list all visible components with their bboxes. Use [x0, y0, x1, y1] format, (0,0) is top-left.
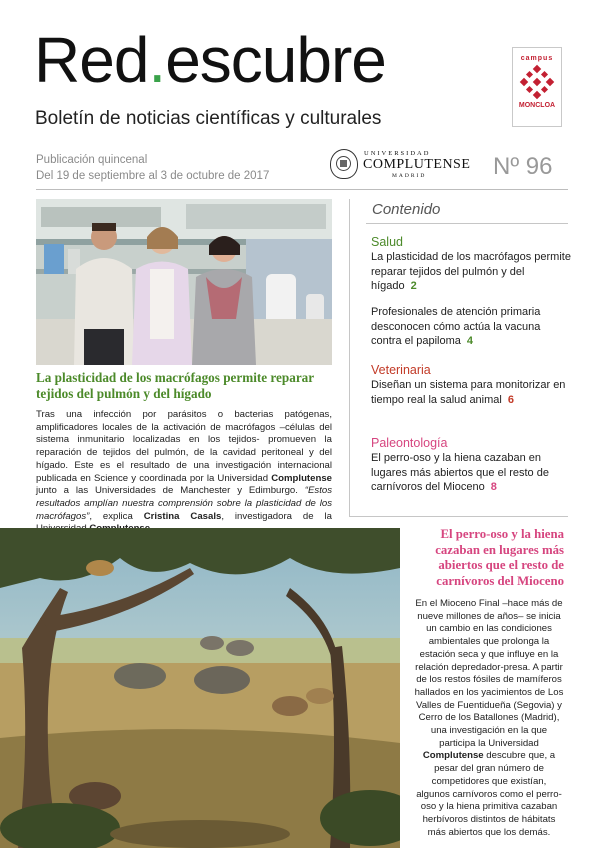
article2-title[interactable]: El perro-oso y la hiena cazaban en lugares más abiertos que el resto de carnívoros del Mioceno [435, 527, 564, 588]
contents-vertical-divider [349, 199, 350, 516]
ucm-line1: UNIVERSIDAD [364, 150, 431, 157]
page-number: 4 [466, 335, 474, 348]
contents-item[interactable]: Profesionales de atención primaria desconocen cómo actúa la vacuna contra el papiloma 4 [371, 306, 541, 348]
section-paleontologia: Paleontología [371, 436, 448, 450]
publication-dates: Del 19 de septiembre al 3 de octubre de 2017 [36, 170, 270, 182]
miocene-illustration [0, 528, 400, 848]
title-dot: . [148, 24, 166, 96]
newsletter-title: Red.escubre [34, 24, 386, 96]
contents-heading-divider [366, 223, 568, 224]
campus-moncloa-logo [512, 47, 562, 127]
publication-frequency: Publicación quincenal [36, 154, 148, 166]
article2-body: En el Mioceno Final –hace más de nueve millones de años– se inicia un cambio en las condiciones ambientales que prolonga la estación seca y que influye en la relación depredador-presa. A partir de los restos fósiles de mamíferos hallados en los yacimientos de Los Valles de Fuentidueña (Segovia) y Cerro de los Batallones (Madrid), una investigación en la que participa la Universidad Complutense descubre que, a pesar del gran número de competidores que existían, algunos carnívoros como el perro-oso y la hiena primitiva cazaban herbívoros distintos de hábitats más abiertos que los demás. [414, 598, 564, 838]
issue-number: Nº 96 [493, 153, 553, 180]
article1-body: Tras una infección por parásitos o bacterias patógenas, amplificadores locales de la activación de macrófagos –células del sistema inmunitario localizadas en los tejidos- promueven la reparación de tejidos del pulmón, de la cavidad peritoneal y del hígado. Este es el resultado de una investigación internacional publicada en Science y coordinada por la Universidad Complutense junto a las Universidades de Manchester y Edimburgo. “Estos resultados amplían nuestra comprensión sobre la plasticidad de los macrófagos”, explica Cristina Casals, investigadora de la [36, 409, 332, 522]
ucm-line3: MADRID [392, 173, 427, 179]
page-number: 8 [490, 481, 497, 494]
campus-label: campus [520, 55, 554, 62]
ucm-seal-icon [330, 149, 358, 179]
publication-info [36, 152, 269, 184]
campus-emblem-icon [519, 64, 555, 100]
contents-bottom-divider [349, 516, 568, 517]
header-divider [36, 189, 568, 190]
contents-item[interactable]: Diseñan un sistema para monitorizar en tiempo real la salud animal 6 [371, 379, 566, 406]
ucm-logo [330, 149, 471, 181]
contents-item[interactable]: El perro-oso y la hiena cazaban en lugares más abiertos que el resto de carnívoros del Mioceno 8 [371, 452, 549, 494]
newsletter-subtitle: Boletín de noticias científicas y culturales [35, 108, 382, 129]
section-veterinaria: Veterinaria [371, 363, 431, 377]
page-number: 6 [507, 393, 514, 406]
page-number: 2 [410, 280, 417, 293]
moncloa-label: MONCLOA [518, 102, 556, 109]
researchers-lab-photo [36, 199, 332, 365]
contents-item[interactable]: La plasticidad de los macrófagos permite reparar tejidos del pulmón y del hígado 2 [371, 251, 571, 293]
ucm-line2: COMPLUTENSE [363, 157, 471, 172]
section-salud: Salud [371, 235, 403, 249]
contents-heading: Contenido [372, 201, 441, 218]
article1-title[interactable]: La plasticidad de los macrófagos permite reparar tejidos del pulmón y del hígado [36, 370, 314, 401]
